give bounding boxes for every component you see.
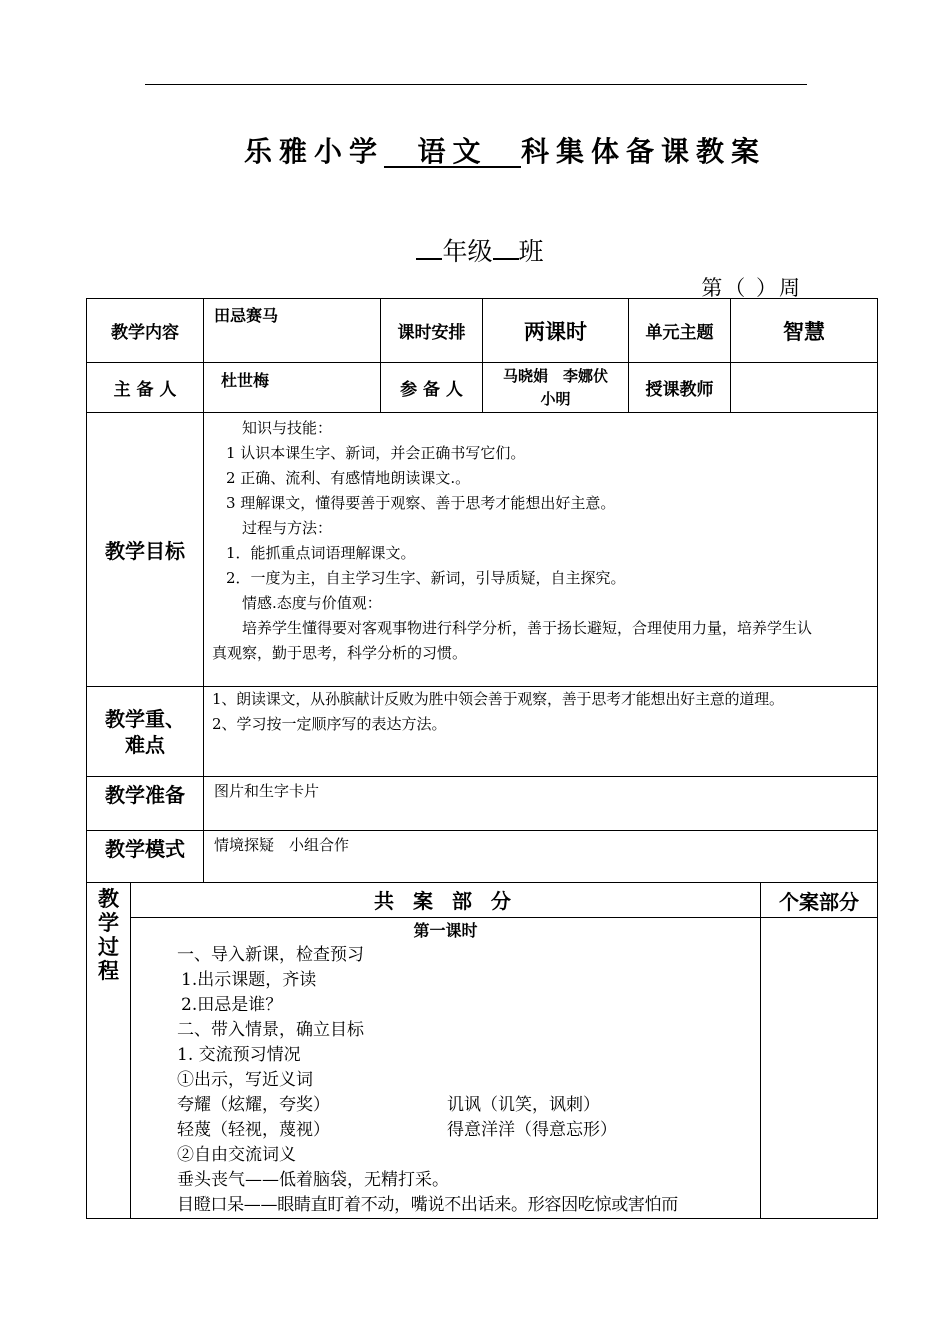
process-line: 目瞪口呆——眼睛直盯着不动，嘴说不出话来。形容因吃惊或害怕而: [177, 1195, 678, 1215]
process-header-row: [87, 883, 878, 918]
goals-line: 培养学生懂得要对客观事物进行科学分析，善于扬长避短，合理使用力量，培养学生认: [242, 619, 813, 637]
process-line: 1.出示课题，齐读: [181, 970, 317, 990]
goals-line: 过程与方法：: [242, 519, 333, 537]
synonym-row: [177, 1093, 760, 1118]
prep-value: 图片和生字卡片: [204, 777, 878, 831]
personal-plan-header: 个案部分: [761, 883, 878, 918]
shared-plan-header: 共 案 部 分: [131, 883, 761, 918]
process-body-row: [87, 918, 878, 1219]
teacher-value: [731, 363, 878, 413]
week-label: 第（ ）周: [701, 276, 802, 300]
process-table: [86, 882, 878, 1219]
content-row: [87, 299, 878, 363]
hours-value: 两课时: [483, 299, 629, 363]
process-label: 教 学 过 程: [87, 883, 131, 1219]
key-point-line: 2、学习按一定顺序写的表达方法。: [212, 715, 447, 733]
goals-line: 情感.态度与价值观：: [242, 594, 382, 612]
key-points-content: [204, 687, 878, 777]
participants-value: [483, 363, 629, 413]
process-line: 2.田忌是谁？: [181, 995, 283, 1015]
synonym-right: 讥讽（讥笑，讽刺）: [447, 1095, 600, 1115]
unit-value: 智慧: [731, 299, 878, 363]
goals-line: 1．能抓重点词语理解课文。: [226, 544, 416, 562]
mode-value: 情境探疑 小组合作: [204, 831, 878, 883]
grade-blank: [416, 238, 442, 260]
content-label: 教学内容: [87, 299, 204, 363]
key-points-label: 教学重、 难点: [87, 687, 204, 777]
goals-content: [204, 413, 878, 687]
goals-line: 2．一度为主，自主学习生字、新词，引导质疑，自主探究。: [226, 569, 626, 587]
synonym-row: [177, 1118, 760, 1143]
goals-line: 3 理解课文，懂得要善于观察、善于思考才能想出好主意。: [226, 494, 616, 512]
process-line: 二、带入情景，确立目标: [177, 1020, 364, 1040]
shared-plan-content: [131, 918, 761, 1219]
school-name: 乐雅小学: [243, 135, 384, 168]
subject-name: 语文: [417, 135, 488, 168]
personal-plan-content: [761, 918, 878, 1219]
lesson-title: 第一课时: [413, 921, 478, 940]
teacher-label: 授课教师: [629, 363, 731, 413]
lesson-plan-table: [86, 298, 878, 883]
class-blank: [493, 238, 519, 260]
goals-row: [87, 413, 878, 687]
lead-preparer-value: 杜世梅: [204, 363, 381, 413]
class-label: 班: [518, 237, 544, 266]
grade-label: 年级: [442, 237, 493, 266]
synonym-left: 夸耀（炫耀，夸奖）: [177, 1095, 330, 1115]
prep-label: 教学准备: [87, 777, 204, 831]
key-points-row: [87, 687, 878, 777]
participants-line1: 马晓娟 李娜伏: [502, 366, 608, 385]
content-value: 田忌赛马: [204, 299, 381, 363]
process-line: ①出示，写近义词: [177, 1070, 313, 1090]
page-title: [0, 130, 950, 170]
header-rule: [145, 84, 807, 85]
title-suffix: 科集体备课教案: [521, 135, 767, 168]
process-line: 一、导入新课，检查预习: [177, 945, 364, 965]
unit-label: 单元主题: [629, 299, 731, 363]
mode-row: [87, 831, 878, 883]
participants-line2: 小明: [540, 389, 571, 408]
participants-label: 参 备 人: [381, 363, 483, 413]
preparer-row: [87, 363, 878, 413]
goals-line: 真观察，勤于思考，科学分析的习惯。: [212, 644, 468, 662]
prep-row: [87, 777, 878, 831]
process-line: 1. 交流预习情况: [177, 1045, 301, 1065]
process-line: 垂头丧气——低着脑袋，无精打采。: [177, 1170, 449, 1190]
goals-line: 2 正确、流利、有感情地朗读课文.。: [226, 469, 471, 487]
process-line: ②自由交流词义: [177, 1145, 296, 1165]
key-point-line: 1、朗读课文，从孙膑献计反败为胜中领会善于观察，善于思考才能想出好主意的道理。: [212, 690, 784, 708]
hours-label: 课时安排: [381, 299, 483, 363]
goals-label: 教学目标: [87, 413, 204, 687]
mode-label: 教学模式: [87, 831, 204, 883]
synonym-left: 轻蔑（轻视，蔑视）: [177, 1120, 330, 1140]
goals-line: 知识与技能：: [242, 419, 333, 437]
grade-class-line: [0, 232, 950, 268]
lead-preparer-label: 主 备 人: [87, 363, 204, 413]
synonym-right: 得意洋洋（得意忘形）: [447, 1120, 617, 1140]
goals-line: 1 认识本课生字、新词，并会正确书写它们。: [226, 444, 526, 462]
